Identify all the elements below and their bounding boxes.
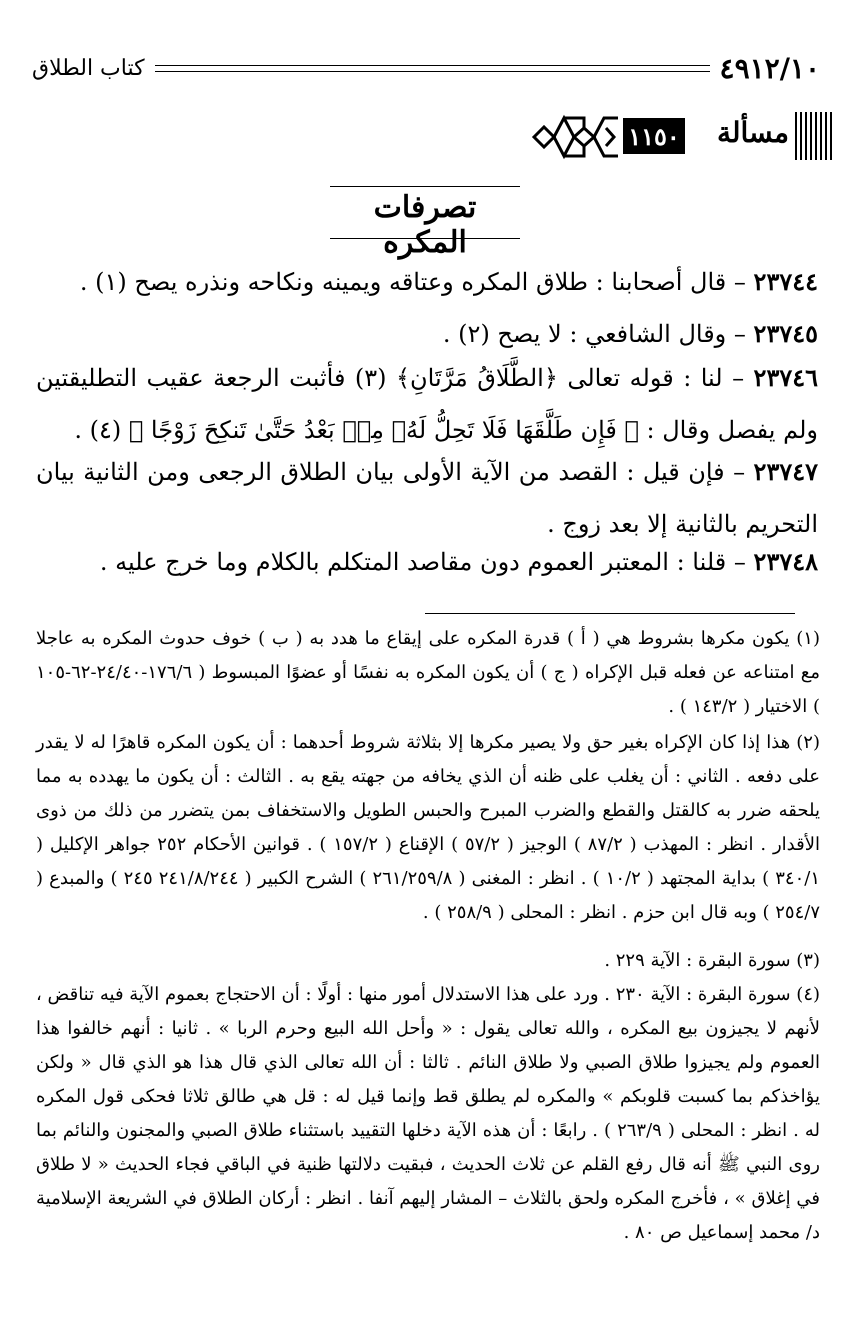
- paragraph-text: – لنا : قوله تعالى ﴿الطَّلَاقُ مَرَّتَانِ﴾ (٣) فأثبت الرجعة عقيب التطليقتين ولم يفصل وقال : ﴿ فَإِن طَلَّقَهَا فَلَا تَحِلُّ لَهُۥ مِنۢ بَعْدُ حَتَّىٰ تَنكِحَ زَوْجًا ﴾ (٤) .: [36, 364, 818, 444]
- paragraph: [36, 256, 818, 308]
- footnote-separator: [425, 613, 795, 614]
- paragraph-number: ٢٣٧٤٦: [753, 363, 818, 392]
- paragraph-text: – قال أصحابنا : طلاق المكره وعتاقه ويمينه ونكاحه ونذره يصح (١) .: [79, 268, 746, 296]
- paragraph: [36, 446, 818, 550]
- footnote: (٤) سورة البقرة : الآية ٢٣٠ . ورد على هذا الاستدلال أمور منها : أولًا : أن الاحتجاج بعموم الآية فيه تناقض ، لأنهم لا يجيزون بيع المكره ، والله تعالى يقول : « وأحل الله البيع وحرم الربا » . ثانيا : أنهم خالفوا هذا العموم ولم يجيزوا طلاق الصبي ولا طلاق النائم . ثالثا : أن الله تعالى الذي قال هذا هو الذي قال « ولكن يؤاخذكم بما كسبت قلوبكم » والمكره لم يطلق قط وإنما قيل له : قل هي طالق ثلاثا فحكى قول المكره له . انظر : المحلى ( ٢٦٣/٩ ) . رابعًا : أن هذه الآية دخلها التقييد باستثناء طلاق الصبي والمجنون والنائم بما روى النبي ﷺ أنه قال رفع القلم عن ثلاث الحديث ، فبقيت دلالتها ظنية في الباقي فجاء الحديث « لا طلاق في إغلاق » ، فأخرج المكره ولحق بالثلاث – المشار إليهم آنفا . انظر : أركان الطلاق في الشريعة الإسلامية د/ محمد إسماعيل ص ٨٠ .: [36, 984, 821, 1243]
- masala-number: ١١٥٠: [623, 118, 685, 154]
- paragraph-text: – فإن قيل : القصد من الآية الأولى بيان الطلاق الرجعى ومن الثانية بيان التحريم بالثانية إلا بعد زوج .: [36, 458, 818, 538]
- geometric-ornament-icon: [530, 110, 622, 164]
- page-reference: ٤٩١٢/١٠: [719, 51, 820, 85]
- paragraph: [36, 536, 818, 588]
- running-header: [32, 50, 820, 86]
- paragraph-number: ٢٣٧٤٨: [753, 547, 818, 576]
- paragraph-number: ٢٣٧٤٧: [753, 457, 818, 486]
- section-title: تصرفات المكره: [373, 190, 477, 260]
- title-rule-bottom: [330, 238, 520, 239]
- book-title: كتاب الطلاق: [32, 55, 145, 81]
- paragraph-text: – قلنا : المعتبر العموم دون مقاصد المتكلم بالكلام وما خرج عليه .: [99, 548, 746, 576]
- banner-bars-ornament: [795, 112, 835, 160]
- paragraph: [36, 352, 818, 456]
- masala-label: مسألة: [716, 116, 789, 149]
- footnote: (٣) سورة البقرة : الآية ٢٢٩ .: [604, 950, 820, 971]
- masala-banner: [530, 108, 835, 166]
- header-rule: [155, 65, 710, 72]
- paragraph-number: ٢٣٧٤٥: [753, 319, 818, 348]
- footnote: (٢) هذا إذا كان الإكراه بغير حق ولا يصير مكرها إلا بثلاثة شروط أحدهما : أن يكون المكره قاهرًا له لا يقدر على دفعه . الثاني : أن يغلب على ظنه أن الذي يخافه من جهته يقع به . الثالث : أن يكون ما يهدده به مما يلحقه ضرر به كالقتل والقطع والضرب المبرح والحبس الطويل والاستخفاف بمن يتضرر من ذلك من ذوى الأقدار . انظر : المهذب ( ٨٧/٢ ) الوجيز ( ٥٧/٢ ) الإقناع ( ١٥٧/٢ ) . قوانين الأحكام ٢٥٢ جواهر الإكليل ( ٣٤٠/١ ) بداية المجتهد ( ١٠/٢ ) . انظر : المغنى ( ٢٦١/٢٥٩/٨ ) الشرح الكبير ( ٢٤١/٨/٢٤٤ ٢٤٥ ) والمبدع ( ٢٥٤/٧ ) وبه قال ابن حزم . انظر : المحلى ( ٢٥٨/٩ ) .: [36, 732, 820, 923]
- footnote: (١) يكون مكرها بشروط هي ( أ ) قدرة المكره على إيقاع ما هدد به ( ب ) خوف حدوث المكره به عاجلا مع امتناعه عن فعله قبل الإكراه ( ج ) أن يكون المكره به نفسًا أو عضوًا المبسوط ( ١٧٦/٦-٢٤/٤٠-٦٢-١٠٥ ) الاختيار ( ١٤٣/٢ ) .: [36, 628, 820, 717]
- paragraph-number: ٢٣٧٤٤: [753, 267, 818, 296]
- title-rule-top: [330, 186, 520, 187]
- paragraph-text: – وقال الشافعي : لا يصح (٢) .: [442, 320, 746, 348]
